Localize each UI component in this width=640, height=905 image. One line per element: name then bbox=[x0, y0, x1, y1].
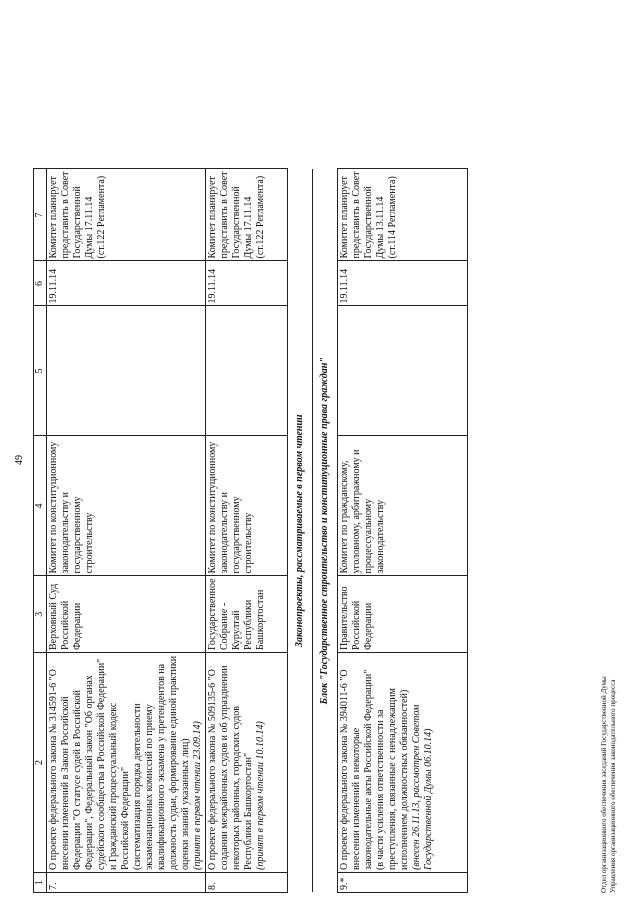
bill-committee: Комитет по гражданскому, уголовному, арбитражному и процессуальному законодательству bbox=[338, 436, 468, 576]
bill-committee: Комитет по конституционному законодательству и государственному строительству bbox=[47, 436, 206, 576]
row-number: 8. bbox=[206, 873, 288, 893]
bill-remark: Комитет планирует представить в Совет Государственной Думы 13.11.14 (ст.114 Регламента) bbox=[338, 169, 468, 261]
bill-note: (систематизация порядка деятельности экзаменационных комиссий по приему квалификационного экзамена у претендентов на должность судьи, формирование единой практики оценки знаний указанных лиц) bbox=[132, 655, 191, 870]
agenda-table bbox=[33, 168, 468, 893]
footer bbox=[600, 676, 618, 893]
bill-remark: Комитет планирует представить в Совет Государственной Думы 17.11.14 (ст.122 Регламента) bbox=[206, 169, 288, 261]
bill-description bbox=[338, 653, 468, 873]
header-col-3: 3 bbox=[34, 576, 47, 653]
header-col-7: 7 bbox=[34, 169, 47, 261]
header-col-6: 6 bbox=[34, 261, 47, 306]
bill-committee: Комитет по конституционному законодательству и государственному строительству bbox=[206, 436, 288, 576]
header-col-4: 4 bbox=[34, 436, 47, 576]
bill-status: (принят в первом чтении 23.09.14) bbox=[192, 721, 203, 870]
bill-date: 19.11.14 bbox=[338, 261, 468, 306]
section-row bbox=[288, 169, 313, 893]
bill-col5 bbox=[206, 306, 288, 436]
bill-date: 19.11.14 bbox=[47, 261, 206, 306]
bill-date: 19.11.14 bbox=[206, 261, 288, 306]
footer-line-1: Отдел организационного обеспечения заседаний Государственной Думы bbox=[600, 676, 608, 893]
bill-title: О проекте федерального закона № 314591-6 "О внесении изменений в Закон Российской Федерации "О статусе судей в Российской Федерации", Федеральный закон "Об органах судейского сообщества в Российской Федерации" и Гражданский процессуальный кодекс Российской Федерации" bbox=[48, 658, 131, 870]
row-number: 9.* bbox=[338, 873, 468, 893]
block-row bbox=[313, 169, 338, 893]
row-number: 7. bbox=[47, 873, 206, 893]
block-title: Блок "Государственное строительство и конституционные права граждан" bbox=[313, 169, 338, 893]
header-col-2: 2 bbox=[34, 653, 47, 873]
bill-title: О проекте федерального закона № 509135-6 "О создании межрайонных судов и об упразднении некоторых районных, городских судов Республики Башкортостан" bbox=[207, 665, 254, 870]
header-col-5: 5 bbox=[34, 306, 47, 436]
bill-status: (принят в первом чтении 10.10.14) bbox=[255, 721, 266, 870]
table-row bbox=[206, 169, 288, 893]
section-title: Законопроекты, рассматриваемые в первом чтении bbox=[288, 169, 313, 893]
bill-initiator: Государственное Собрание - Курултай Республики Башкортостан bbox=[206, 576, 288, 653]
table-row bbox=[338, 169, 468, 893]
bill-col5 bbox=[47, 306, 206, 436]
bill-description bbox=[47, 653, 206, 873]
bill-description bbox=[206, 653, 288, 873]
page-number: 49 bbox=[14, 455, 25, 465]
bill-title: О проекте федерального закона № 394011-6 "О внесении изменений в некоторые законодательные акты Российской Федерации" bbox=[339, 669, 374, 870]
bill-initiator: Правительство Российской Федерации bbox=[338, 576, 468, 653]
table-row bbox=[47, 169, 206, 893]
header-col-1: 1 bbox=[34, 873, 47, 893]
bill-initiator: Верховный Суд Российской Федерации bbox=[47, 576, 206, 653]
footer-line-2: Управления организационного обеспечения законодательного процесса bbox=[609, 679, 617, 893]
bill-note: (в части усиления ответственности за преступления, связанные с ненадлежащим исполнением должностных обязанностей) bbox=[375, 688, 410, 870]
bill-remark: Комитет планирует представить в Совет Государственной Думы 17.11.14 (ст.122 Регламента) bbox=[47, 169, 206, 261]
header-row bbox=[34, 169, 47, 893]
bill-col5 bbox=[338, 306, 468, 436]
bill-status: (внесен 26.11.13, рассмотрен Советом Государственной Думы 06.10.14) bbox=[411, 704, 434, 870]
